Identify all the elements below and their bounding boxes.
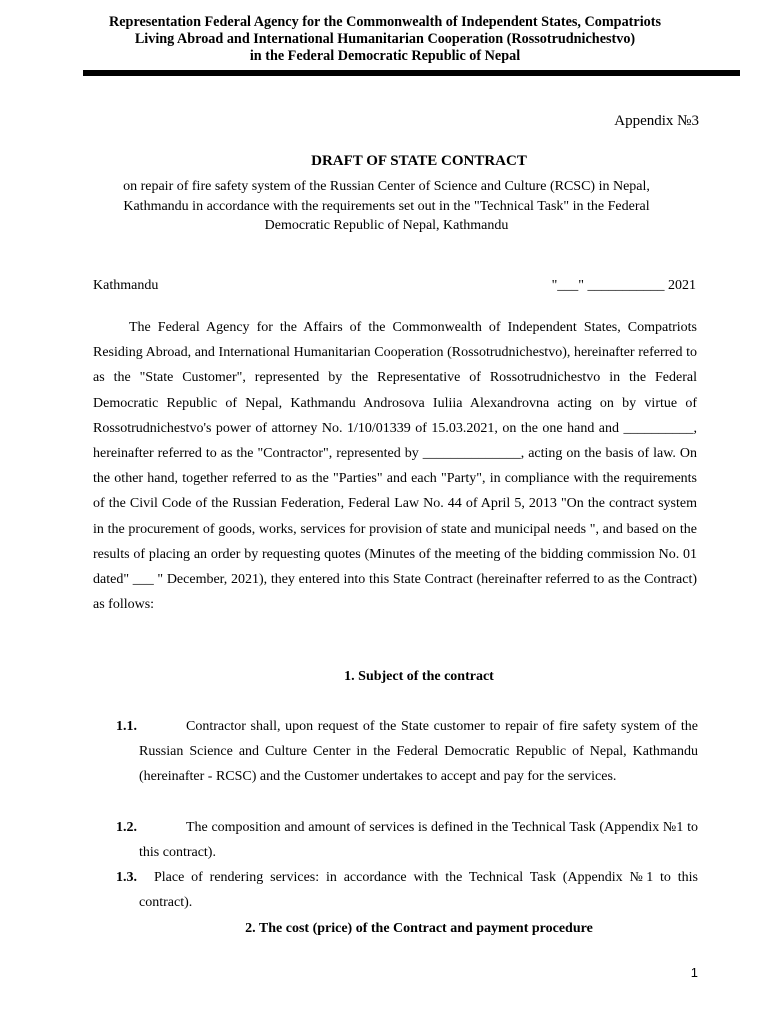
header-divider bbox=[83, 70, 740, 76]
letterhead-line-1: Representation Federal Agency for the Commonwealth of Independent States, Compatriots bbox=[109, 14, 661, 30]
letterhead-line-2: Living Abroad and International Humanitarian Cooperation (Rossotrudnichestvo) bbox=[134, 31, 636, 47]
page-number: 1 bbox=[690, 965, 698, 980]
document-subtitle: on repair of fire safety system of the Russian Center of Science and Culture (RCSC) in Nepal, Kathmandu in accordance with the requirements set out in the "Technical Task" in the Federal Democratic Republic of Nepal, Kathmandu bbox=[123, 179, 650, 233]
appendix-label: Appendix №3 bbox=[614, 113, 699, 129]
section-2-heading: 2. The cost (price) of the Contract and payment procedure bbox=[245, 921, 593, 936]
clause-1-3-number: 1.3. bbox=[116, 870, 137, 885]
clause-1-2-number: 1.2. bbox=[116, 820, 137, 835]
clause-1-3-text: Place of rendering services: in accordance with the Technical Task (Appendix №1 to this contract). bbox=[139, 870, 698, 911]
clause-1-1-text: Contractor shall, upon request of the State customer to repair of fire safety system of the Russian Science and Culture Center in the Federal Democratic Republic of Nepal, Kathmandu (hereinafter - RCSC) and the Customer undertakes to accept and pay for the services. bbox=[139, 719, 698, 785]
document-title: DRAFT OF STATE CONTRACT bbox=[311, 153, 527, 169]
letterhead-line-3: in the Federal Democratic Republic of Nepal bbox=[249, 48, 521, 64]
preamble-paragraph: The Federal Agency for the Affairs of the Commonwealth of Independent States, Compatriots Residing Abroad, and International Humanitarian Cooperation (Rossotrudnichestvo), hereinafter referred to as the "State Customer", represented by the Representative of Rossotrudnichestvo in the Federal Democratic Republic of Nepal, Kathmandu Androsova Iuliia Alexandrovna acting on by virtue of Rossotrudnichestvo's power of attorney No. 1/10/01339 of 15.03.2021, on the one hand and __________, hereinafter referred to as the "Contractor", represented by ______________, acting on the basis of law. On the other hand, together referred to as the "Parties" and each "Party", in compliance with the requirements of the Civil Code of the Russian Federation, Federal Law No. 44 of April 5, 2013 "On the contract system in the procurement of goods, works, services for provision of state and municipal needs ", and based on the results of placing an order by requesting quotes (Minutes of the meeting of the bidding commission No. 01 dated" ___ " December, 2021), they entered into this State Contract (hereinafter referred to as the Contract) as follows: bbox=[93, 320, 697, 613]
letterhead bbox=[60, 14, 710, 65]
clause-1-2-text: The composition and amount of services is defined in the Technical Task (Appendix №1 to this contract). bbox=[139, 820, 698, 861]
clause-1-1-number: 1.1. bbox=[116, 719, 137, 734]
section-1-heading: 1. Subject of the contract bbox=[344, 669, 494, 684]
place-of-signing: Kathmandu bbox=[93, 278, 159, 293]
contract-date: "___" ___________ 2021 bbox=[551, 278, 696, 293]
